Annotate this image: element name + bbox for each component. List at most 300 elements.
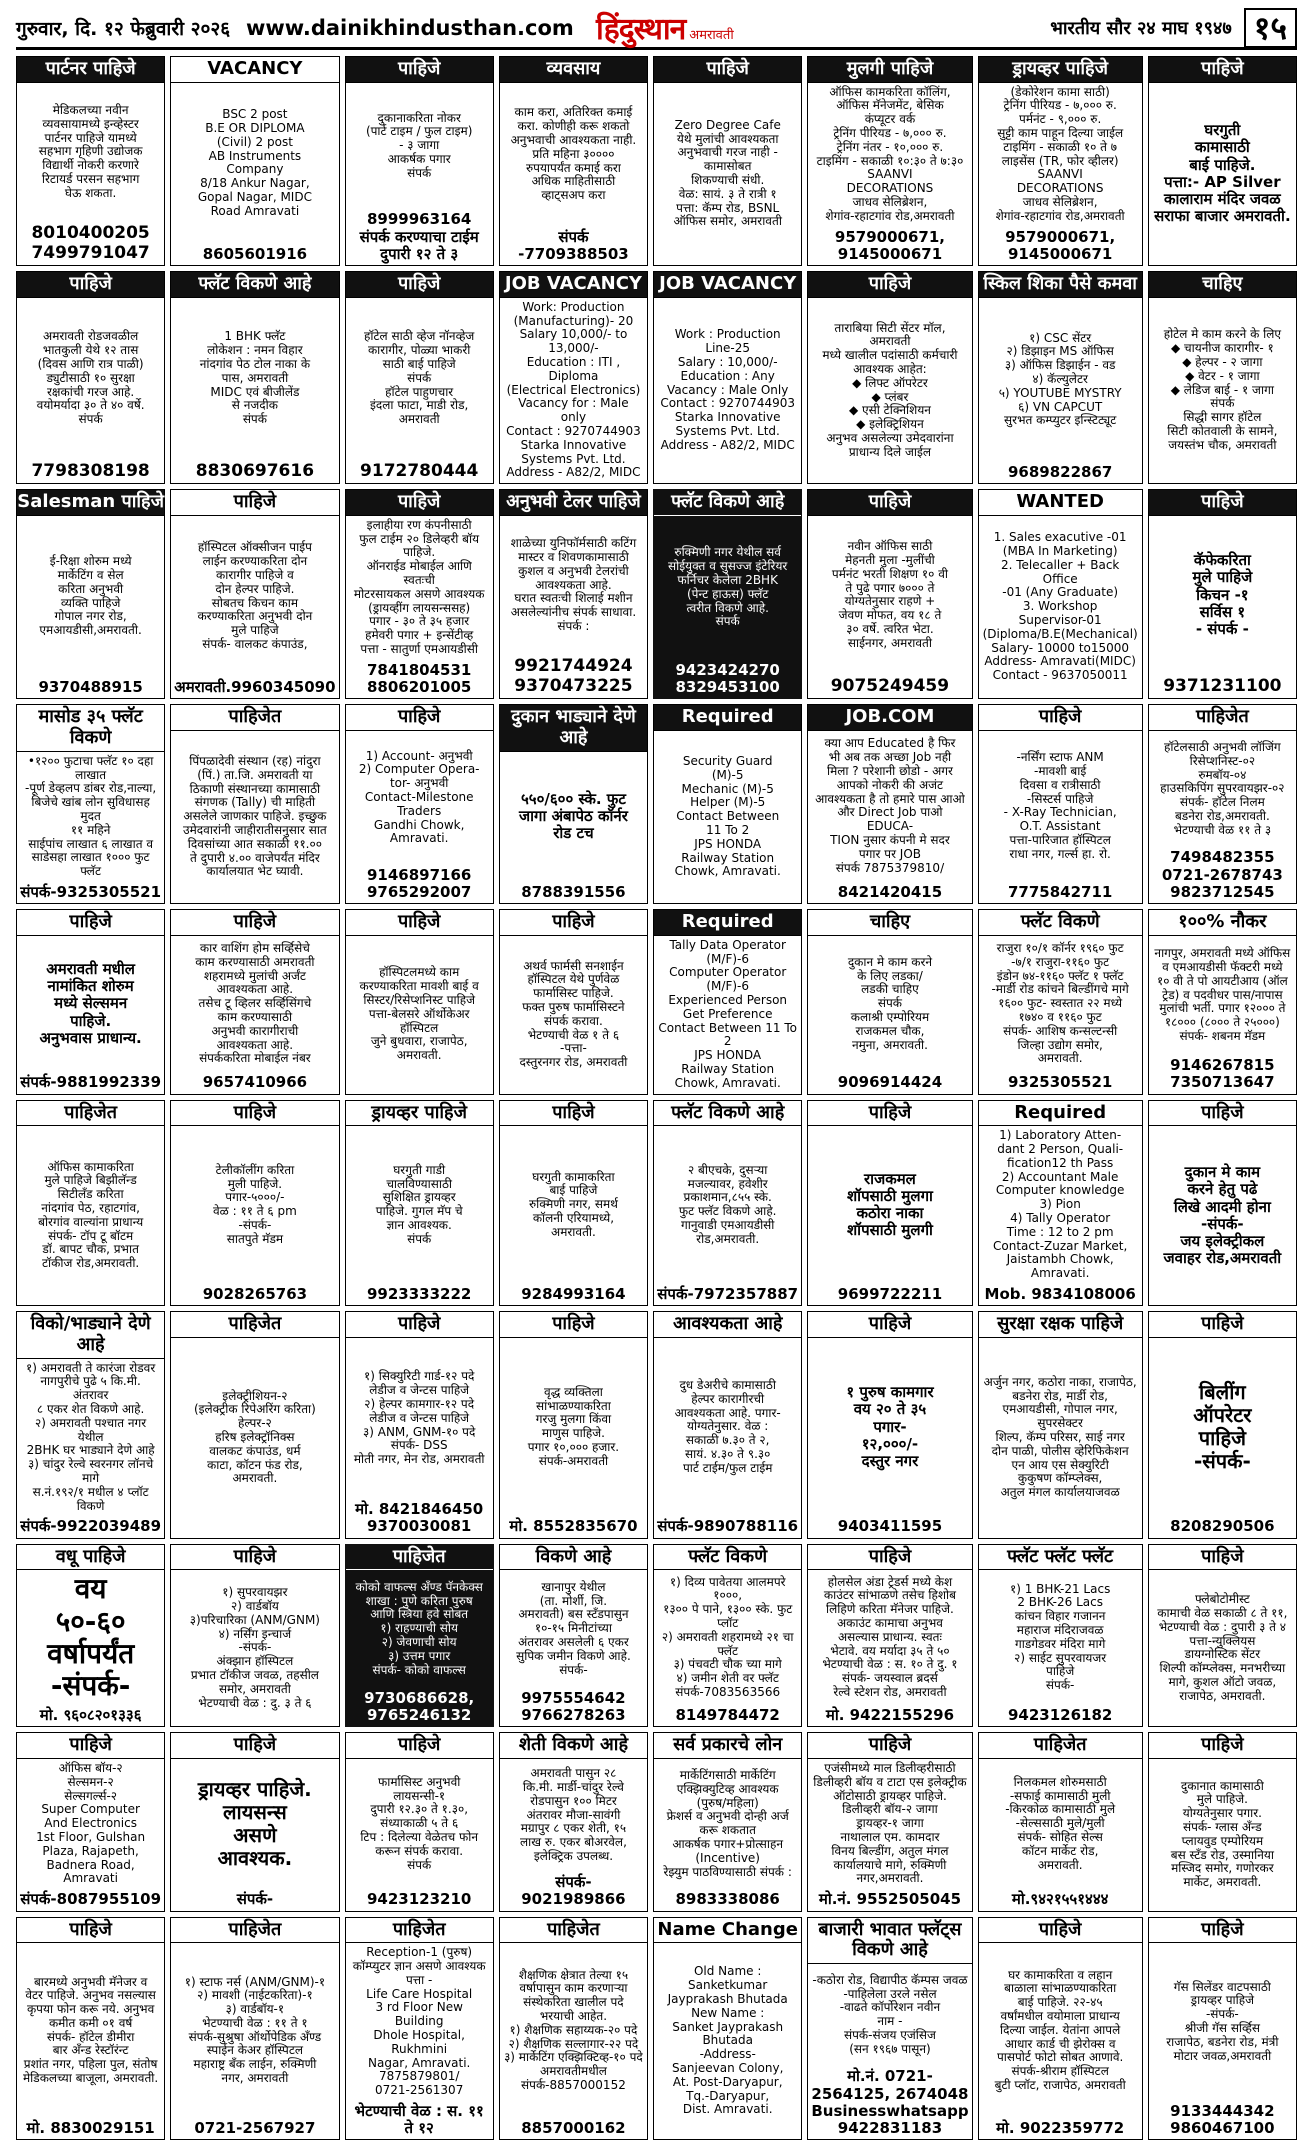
ad-body: ई-रिक्षा शोरुम मध्ये मार्केटिंग व सेल करिता अनुभवी व्यक्ति पाहिजे गोपाल नगर रोड, एमआयडीसी,अमरावती.: [17, 516, 164, 677]
ad-body: Old Name : Sanketkumar Jayprakash Bhutada New Name : Sanket Jayprakash Bhutada -Address- Sanjeevan Colony, At. Post-Daryapur, Tq.-Daryapur, Dist. Amravati.: [654, 1943, 801, 2139]
classified-ad: [653, 704, 802, 904]
ad-title: पाहिजेत: [17, 1101, 164, 1127]
classified-ad: [978, 489, 1143, 699]
ad-body: नवीन ऑफिस साठी मेहनती मुला -मुलींची पर्मनंट भरती शिक्षण १० वी ते पुढे पगार ७००० ते योग्यतेनुसार राहणे + जेवण मोफत, वय १८ ते ३० वर्षे. त्वरित भेटा. साईनगर, अमरावती: [808, 516, 971, 675]
ad-title: पाहिजे: [346, 272, 493, 298]
ad-body: 1. Sales exacutive -01 (MBA In Marketing) 2. Telecaller + Back Office -01 (Any Graduate) 3. Workshop Supervisor-01 (Diploma/B.E(Mechanical) Salary- 10000 to15000 Address- Amravati(MIDC) Contact - 9637050011: [979, 516, 1142, 698]
ad-body: हॉटेलसाठी अनुभवी लॉजिंग रिसेप्शनिस्ट-०२ रुमबॉय-०४ हाउसकिपिंग सुपरवायझर-०२ संपर्क- हॉटेल निलम बडनेरा रोड,अमरावती. भेटण्याची वेळ ११ ते ३: [1149, 731, 1296, 847]
ad-body: टेलीकॉलींग करिता मुली पाहिजे. पगार-५०००/- वेळ : ११ ते ६ pm -संपर्क- सातपुते मॅडम: [171, 1126, 338, 1284]
ad-contact: 9146897166 9765292007: [346, 865, 493, 904]
ad-title: पाहिजे: [808, 1312, 971, 1338]
ad-body: ताराबिया सिटी सेंटर मॉल, अमरावती मध्ये खालील पदांसाठी कर्मचारी आवश्यक आहेत: ◆ लिफ्ट ऑपरेटर ◆ प्लंबर ◆ एसी टेक्निशियन ◆ इलेक्ट्रिशियन अनुभव असलेल्या उमेदवारांना प्राधान्य दिले जाईल: [808, 298, 971, 483]
ad-title: फ्लॅट फ्लॅट फ्लॅट: [979, 1545, 1142, 1571]
ad-contact: 8983338086: [654, 1889, 801, 1910]
ad-title: JOB VACANCY: [654, 272, 801, 298]
classified-ad: [16, 1311, 165, 1538]
ad-contact: 7841804531 8806201005: [346, 660, 493, 699]
ad-contact: 8830697616: [171, 460, 338, 484]
ad-title: पाहिजेत: [171, 1312, 338, 1338]
ad-contact: 9172780444: [346, 460, 493, 484]
ad-body: १ पुरुष कामगार वय २० ते ३५ पगार- १२,०००/- दस्तुर नगर: [808, 1338, 971, 1516]
classified-ad: [807, 1311, 972, 1538]
ad-body: दुकानात कामासाठी मुले पाहिजे. योग्यतेनुसार पगार. संपर्क- ग्लास अँन्ड प्लायवुड एम्पोरियम बस स्टँड रोड, उस्मानिया मस्जिद समोर, गणोरकर मार्केट, अमरावती.: [1149, 1759, 1296, 1910]
ad-title: पाहिजे: [1149, 1101, 1296, 1127]
ad-body: पिंपळादेवी संस्थान (रह) नांदुरा (पिं.) ता.जि. अमरावती या ठिकाणी संस्थानच्या कामासाठी संगणक (Tally) ची माहिती असलेले जाणकार पाहिजे. इच्छुक उमेदवारांनी जाहीरातीसनुसार सात दिवसांच्या आत सकाळी ११.०० ते दुपारी ४.०० वाजेपर्यंत मंदिर कार्यालयात भेट घ्यावी.: [171, 731, 338, 903]
ad-body: हॉस्पिटल ऑक्सीजन पाईप लाईन करण्याकरिता दोन कारागीर पाहिजे व दोन हेल्पर पाहिजे. सोबतच किचन काम करण्याकरिता अनुभवी दोन मुले पाहिजे संपर्क- वालकट कंपाउंड,: [171, 516, 338, 677]
classified-ad: [16, 909, 165, 1094]
ad-title: पाहिजे: [17, 1733, 164, 1759]
ad-body: वृद्ध व्यक्तिला सांभाळण्याकरिता गरजु मुलगा किंवा माणुस पाहिजे. पगार १०,००० हजार. संपर्क-अमरावती: [500, 1338, 647, 1516]
classified-ad: [978, 56, 1143, 266]
ad-body: होलसेल अंडा ट्रेडर्स मध्ये केश काउंटर सांभाळणे तसेच हिशोब लिहिणे करिता मॅनेजर पाहिजे. अकाउंट कामाचा अनुभव असल्यास प्राधान्य. स्वतः भेटावे. वय मर्यादा ३५ ते ५० भेटण्याची वेळ : स. १० ते दु. १ संपर्क- जयस्वाल ब्रदर्स रेल्वे स्टेशन रोड, अमरावती: [808, 1570, 971, 1705]
ad-body: (डेकोरेशन कामा साठी) ट्रेनिंग पीरियड - ७,००० रु. पर्मनंट - ९,००० रु. सुट्टी काम पाहून दिल्या जाईल टाइमिंग - सकाळी १० ते ७ लाइसेंस (TR, फोर व्हीलर) SAANVI DECORATIONS जाधव सेलिब्रेशन, शेगांव-रहाटगांव रोड,अमरावती: [979, 83, 1142, 227]
website-url[interactable]: www.dainikhindusthan.com: [246, 16, 596, 40]
ad-title: पाहिजे: [654, 57, 801, 83]
ad-contact: Mob. 9834108006: [979, 1284, 1142, 1305]
ad-title: फ्लॅट विकणे आहे: [654, 1101, 801, 1127]
classified-ad: [499, 271, 648, 484]
ad-body: वय ५०-६० वर्षापर्यंत -संपर्क-: [17, 1570, 164, 1705]
classified-ad: [345, 271, 494, 484]
classified-ad: [807, 1917, 972, 2140]
ad-title: व्यवसाय: [500, 57, 647, 83]
classified-ad: [1148, 1917, 1297, 2140]
ad-title: पाहिजे: [500, 910, 647, 936]
ad-body: Work: Production (Manufacturing)- 20 Salary 10,000/- to 13,000/- Education : ITI , Diploma (Electrical Electronics) Vacancy for : Male only Contact : 9270744903 Starka Innovative Systems Pvt. Ltd. Address - A82/2, MIDC: [500, 298, 647, 483]
ad-title: Required: [654, 910, 801, 936]
ad-title: फ्लॅट विकणे आहे: [171, 272, 338, 298]
classified-ad: [1148, 56, 1297, 266]
ad-title: पाहिजे: [346, 910, 493, 936]
ad-contact: 8421420415: [808, 882, 971, 903]
ad-body: ऑफिस कामकरिता कॉलिंग, ऑफिस मॅनेजमेंट, बेसिक कंप्यूटर वर्क ट्रेनिंग पीरियड - ७,००० रु. ट्रेनिंग नंतर - १०,००० रु. टाइमिंग - सकाळी १०:३० ते ७:३० SAANVI DECORATIONS जाधव सेलिब्रेशन, शेगांव-रहाटगांव रोड,अमरावती: [808, 83, 971, 227]
ad-title: पाहिजे: [346, 1312, 493, 1338]
ad-title: पाहिजे: [17, 1918, 164, 1944]
ad-contact: 9403411595: [808, 1516, 971, 1537]
ad-title: पाहिजे: [171, 1101, 338, 1127]
ad-body: घरगुती गाडी चालविण्यासाठी सुशिक्षित ड्रायव्हर पाहिजे. गुगल मॅप चे ज्ञान आवश्यक. संपर्क: [346, 1126, 493, 1284]
ad-title: चाहिए: [1149, 272, 1296, 298]
ad-contact: 9579000671, 9145000671: [808, 227, 971, 266]
classified-ad: [170, 1544, 339, 1728]
classified-ad: [978, 1732, 1143, 1911]
ad-title: पाहिजे: [808, 272, 971, 298]
ad-title: मासोड ३५ फ्लॅट विकणे: [17, 705, 164, 751]
ad-body: घरगुती कामाकरिता बाई पाहिजे रुक्मिणी नगर, समर्थ कॉलनी एरियामध्ये, अमरावती.: [500, 1126, 647, 1284]
classified-ad: [807, 1544, 972, 1728]
ad-body: कार वाशिंग होम सर्व्हिसेचे काम करण्यासाठी अमरावती शहरामध्ये मुलांची अर्जंट आवश्यकता आहे. तसेच टू व्हिलर सर्व्हिसिंगचे काम करण्यासाठी अनुभवी कारागीराची आवश्यकता आहे. संपर्ककरिता मोबाईल नंबर: [171, 936, 338, 1073]
ad-contact: भेटण्याची वेळ : स. ११ ते १२: [346, 2101, 493, 2140]
ad-body: BSC 2 post B.E OR DIPLOMA (Civil) 2 post AB Instruments Company 8/18 Ankur Nagar, Gopal Nagar, MIDC Road Amravati: [171, 83, 338, 244]
ad-contact: संपर्क-8087955109: [17, 1889, 164, 1910]
ad-title: पाहिजे: [1149, 1918, 1296, 1944]
ad-body: राजुरा १०/१ कॉर्नर १९६० फुट -७/१ राजुरा-११६० फुट इंडोन ७४-११६० फ्लॅट १ फ्लॅट -मार्डी रोड कांचने बिल्डींगचे मागे १६०० फुट- स्वस्तात २२ मध्ये १७४० व ११६० फुट संपर्क- आशिष कन्सल्टन्सी जिल्हा उद्योग समोर, अमरावती.: [979, 936, 1142, 1073]
ad-contact: 9133444342 9860467100: [1149, 2101, 1296, 2140]
ad-contact: 8605601916: [171, 244, 338, 265]
classified-ad: [345, 1917, 494, 2140]
ad-title: पाहिजेत: [979, 1733, 1142, 1759]
ad-contact: संपर्क-9881992339: [17, 1072, 164, 1093]
ad-contact: मो. ९६०८२०१३३६: [17, 1705, 164, 1726]
ad-title: पाहिजे: [1149, 57, 1296, 83]
masthead-logo: [596, 7, 756, 48]
date-line: गुरुवार, दि. १२ फेब्रुवारी २०२६: [16, 15, 246, 41]
ad-title: दुकान भाड्याने देणे आहे: [500, 705, 647, 751]
ad-body: गॅस सिलेंडर वाटपसाठी ड्रायव्हर पाहिजे -संपर्क- श्रीजी गॅस सर्व्हिस राजापेठ, बडनेरा रोड, मंत्री मोटार जवळ,अमरावती: [1149, 1943, 1296, 2101]
ad-body: इलाहीया रण कंपनीसाठी फुल टाईम २० डिलेव्हरी बॉय पाहिजे. ऑनराईड मोबाईल आणि स्वतःची मोटरसायकल असणे आवश्यक (ड्रायव्हींग लायसन्ससह) पगार - ३० ते ३५ हजार हमेवरी पगार + इन्सेंटीव्ह पत्ता - सातुर्णा एमआयडीसी: [346, 516, 493, 660]
ad-body: २ बीएचके, दुसऱ्या मजल्यावर, हवेशीर प्रकाशमान,८५५ स्के. फुट फ्लॅट विकणे आहे. गानुवाडी एमआयडीसी रोड,अमरावती.: [654, 1126, 801, 1284]
ad-title: JOB.COM: [808, 705, 971, 731]
classified-ad: [16, 1544, 165, 1728]
classified-ad: [170, 56, 339, 266]
ad-body: Zero Degree Cafe येथे मुलांची आवश्यकता अनुभवाची गरज नाही - कामासोबत शिकण्याची संधी. वेळ: सायं. ३ ते रात्री १ पत्ता: कॅम्प रोड, BSNL ऑफिस समोर, अमरावती: [654, 83, 801, 265]
ad-title: पाहिजेत: [1149, 705, 1296, 731]
classified-ad: [653, 489, 802, 699]
ad-title: अनुभवी टेलर पाहिजे: [500, 490, 647, 516]
classified-ad: [345, 1100, 494, 1307]
classified-ad: [170, 1311, 339, 1538]
ad-body: कोको वाफल्स अँण्ड पॅनकेक्स शाखा : पुणे करिता पुरुष आणि स्त्रिया हवे सोबत १) राहण्याची सोय २) जेवणाची सोय ३) उत्तम पगार संपर्क- कोको वाफल्स: [346, 1570, 493, 1688]
ad-body: निलकमल शोरुमसाठी -सफाई कामासाठी मुली -किरकोळ कामासाठी मुले -सेल्ससाठी मुले/मुली संपर्क- सोहित सेल्स कॉटन मार्केट रोड, अमरावती.: [979, 1759, 1142, 1889]
ad-contact: संपर्क-: [171, 1889, 338, 1910]
ad-title: पाहिजे: [171, 910, 338, 936]
classified-ad: [1148, 1311, 1297, 1538]
ad-contact: 0721-2567927: [171, 2118, 338, 2139]
classified-ad: [499, 1732, 648, 1911]
ad-body: १) अमरावती ते कारंजा रोडवर नागपुरीचे पुढे ५ कि.मी. अंतरावर ८ एकर शेत विकणे आहे. २) अमरावती पश्चात नगर येथील 2BHK घर भाड्याने देणे आहे ३) चांदुर रेल्वे स्वरनगर लॉनचे मागे स.नं.१९२/१ मधील ४ प्लॉट विकणे: [17, 1359, 164, 1517]
ad-contact: 8149784472: [654, 1705, 801, 1726]
ad-title: १००% नौकर: [1149, 910, 1296, 936]
classified-ad: [499, 1311, 648, 1538]
ad-contact: 7775842711: [979, 882, 1142, 903]
ad-title: पाहिजे: [808, 1545, 971, 1571]
classified-ad: [499, 909, 648, 1094]
ad-title: पाहिजे: [1149, 1733, 1296, 1759]
ad-body: अमरावती पासुन २८ कि.मी. मार्डी-चांदुर रेल्वे रोडपासुन १०० मिटर अंतरावर मौजा-सावंगी मग्रापुर ८ एकर शेती, १५ लाख रु. एकर बोअरवेल, इलेक्ट्रिक उपलब्ध.: [500, 1759, 647, 1872]
ad-body: हॉटेल साठी व्हेज नॉनव्हेज कारागीर, पोळ्या भाकरी साठी बाई पाहिजे संपर्क हॉटेल पाहुणचार इंदला फाटा, माडी रोड, अमरावती: [346, 298, 493, 460]
ad-title: पाहिजे: [1149, 1545, 1296, 1571]
ad-contact: 9423123210: [346, 1889, 493, 1910]
ad-title: पाहिजे: [500, 1101, 647, 1127]
ad-body: खानापुर येथील (ता. मोर्शी, जि. अमरावती) बस स्टँडपासुन १०-१५ मिनीटांच्या अंतरावर असलेली ६ एकर सुपिक जमीन विकणे आहे. संपर्क-: [500, 1570, 647, 1688]
ad-body: -नर्सिंग स्टाफ ANM -मावशी बाई दिवसा व रात्रीसाठी -सिस्टर्स पाहिजे - X-Ray Technician, O.T. Assistant पत्ता-पारिजात हॉस्पिटल राधा नगर, गर्ल्स हा. रो.: [979, 731, 1142, 882]
ad-contact: 7498482355 0721-2678743 9823712545: [1149, 847, 1296, 903]
classified-ad: [170, 271, 339, 484]
ad-title: विकणे आहे: [500, 1545, 647, 1571]
ad-title: पाहिजेत: [346, 1545, 493, 1571]
classified-ad: [16, 271, 165, 484]
ad-contact: 9921744924 9370473225: [500, 655, 647, 698]
ad-title: पाहिजे: [346, 57, 493, 83]
ad-title: पाहिजे: [171, 1733, 338, 1759]
ad-body: दुकानाकरिता नोकर (पार्ट टाइम / फुल टाइम) - ३ जागा आकर्षक पगार संपर्क: [346, 83, 493, 210]
classified-ad: [807, 1100, 972, 1307]
ad-contact: 8788391556: [500, 882, 647, 903]
ad-body: दुकान मे काम करने के लिए लडका/ लडकी चाहिए संपर्क कलाश्री एम्पोरियम राजकमल चौक, नमुना, अमरावती.: [808, 936, 971, 1073]
ad-body: ५५०/६०० स्के. फुट जागा अंबापेठ कॉर्नर रोड टच: [500, 752, 647, 882]
ad-title: पाहिजे: [1149, 1312, 1296, 1338]
ad-body: १) सिक्युरिटी गार्ड-१२ पदे लेडीज व जेन्टस पाहिजे २) हेल्पर कामगार-१२ पदे लेडीज व जेन्टस पाहिजे ३) ANM, GNM-१० पदे संपर्क- DSS मोती नगर, मेन रोड, अमरावती: [346, 1338, 493, 1499]
ad-body: ड्रायव्हर पाहिजे. लायसन्स असणे आवश्यक.: [171, 1759, 338, 1889]
classified-ad: [345, 1311, 494, 1538]
ad-title: VACANCY: [171, 57, 338, 83]
classified-ad: [345, 489, 494, 699]
ad-body: रुक्मिणी नगर येथील सर्व सोईयुक्त व सुसज्ज इंटेरियर फर्निचर केलेला 2BHK (पेन्ट हाऊस) फ्लॅट त्वरीत विकणे आहे. संपर्क: [654, 516, 801, 660]
ad-contact: 9096914424: [808, 1072, 971, 1093]
classified-ad: [345, 56, 494, 266]
ad-contact: 8999963164 संपर्क करण्याचा टाईम दुपारी १२ ते ३: [346, 209, 493, 265]
ad-title: बाजारी भावात फ्लॅट्स विकणे आहे: [808, 1918, 971, 1964]
ad-body: दुध डेअरीचे कामासाठी हेल्पर कारागीरची आवश्यकता आहे. पगार- योग्यतेनुसार. वेळ : सकाळी ७.३० ते २, सायं. ४.३० ते ९.३० पार्ट टाईम/फुल टाईम: [654, 1338, 801, 1516]
ad-contact: मो. 9422155296: [808, 1705, 971, 1726]
classified-ad: [807, 704, 972, 904]
ad-contact: संपर्क- 9021989866: [500, 1872, 647, 1911]
ad-title: पाहिजे: [808, 1101, 971, 1127]
ad-contact: संपर्क-7972357887: [654, 1284, 801, 1305]
ad-body: अथर्व फार्मसी सनशाईन हॉस्पिटल येथे पुर्णवेळ फार्मासिस्ट पाहिजे. फक्त पुरुष फार्मासिस्टने संपर्क करावा. भेटण्याची वेळ १ ते ६ -पत्ता- दस्तुरनगर रोड, अमरावती: [500, 936, 647, 1094]
ad-title: पाहिजे: [171, 490, 338, 516]
classified-ad: [653, 56, 802, 266]
classified-ad: [807, 271, 972, 484]
ad-body: मेडिकलच्या नवीन व्यवसायामध्ये इन्व्हेस्टर पार्टनर पाहिजे यामध्ये सहभाग गृहिणी उद्योजक विद्यार्थी नोकरी करणारे रिटायर्ड परसन सहभाग घेऊ शकता.: [17, 83, 164, 222]
classified-ad: [170, 909, 339, 1094]
ad-contact: 7798308198: [17, 460, 164, 484]
ad-body: Reception-1 (पुरुष) कॉम्प्युटर ज्ञान असणे आवश्यक पत्ता - Life Care Hospital 3 rd Floor New Building Dhole Hospital, Rukhmini Nagar, Amravati. 7875879801/ 0721-2561307: [346, 1943, 493, 2101]
classified-ad: [807, 909, 972, 1094]
ad-contact: 9325305521: [979, 1072, 1142, 1093]
ad-body: घर कामाकरिता व लहान बाळाला सांभाळण्याकरिता बाई पाहिजे. २२-४५ वर्षांमधील वयोमाला प्राधान्य दिल्या जाईल. येतांना आपले आधार कार्ड ची झेरोक्स व पासपोर्ट फोटो सोबत आणावे. संपर्क-श्रीराम हॉस्पिटल बुटी प्लॉट, राजापेठ, अमरावती: [979, 1943, 1142, 2118]
classified-ad: [170, 1100, 339, 1307]
ad-body: १) 1 BHK-21 Lacs 2 BHK-26 Lacs कांचन विहार गजानन महाराज मंदिराजवळ गाडगेडवर मंदिरा मागे २) साईट सुपरवायजर पाहिजे संपर्क-: [979, 1570, 1142, 1705]
ad-title: फ्लॅट विकणे: [654, 1545, 801, 1571]
classified-ad: [16, 56, 165, 266]
classified-ad: [653, 1100, 802, 1307]
classified-ad: [1148, 1100, 1297, 1307]
ad-title: Required: [979, 1101, 1142, 1127]
ad-contact: 8208290506: [1149, 1516, 1296, 1537]
ad-body: बिलींग ऑपरेटर पाहिजे -संपर्क-: [1149, 1338, 1296, 1516]
ad-title: पाहिजे: [346, 490, 493, 516]
classified-ad: [978, 1917, 1143, 2140]
ad-contact: 9371231100: [1149, 675, 1296, 699]
ad-body: Tally Data Operator (M/F)-6 Computer Operator (M/F)-6 Experienced Person Get Preference Contact Between 11 To 2 JPS HONDA Railway Station Chowk, Amravati.: [654, 936, 801, 1094]
classified-ad: [345, 1544, 494, 1728]
ad-contact: मो. 8421846450 9370030081: [346, 1499, 493, 1538]
ad-title: सुरक्षा रक्षक पाहिजे: [979, 1312, 1142, 1338]
classified-ad: [1148, 909, 1297, 1094]
classified-ad: [978, 1100, 1143, 1307]
ad-body: १) सुपरवायझर २) वार्डबॉय ३)परिचारिका (ANM/GNM) ४) नर्सिंग इन्चार्ज -संपर्क- अंक्झान हॉस्पिटल प्रभात टॉकीज जवळ, तहसील समोर, अमरावती भेटण्याची वेळ : दु. ३ ते ६: [171, 1570, 338, 1726]
ad-body: ऑफिस कामाकरिता मुले पाहिजे बिझीलॅन्ड सिटीलँड करिता नांदगांव पेठ, रहाटगांव, बोरगांव वाल्यांना प्राधान्य संपर्क- टॉप टू बॉटम डॉ. बापट चौक, प्रभात टॉकीज रोड,अमरावती.: [17, 1126, 164, 1305]
ad-title: पार्टनर पाहिजे: [17, 57, 164, 83]
classified-ad: [1148, 271, 1297, 484]
ad-body: घरगुती कामासाठी बाई पाहिजे. पत्ता:- AP Silver कालाराम मंदिर जवळ सराफा बाजार अमरावती.: [1149, 83, 1296, 265]
ad-contact: मो.९४२१५५१४४४: [979, 1889, 1142, 1910]
ad-body: •१२०० फुटाचा फ्लॅट १० दहा लाखात -पूर्ण डेव्हलप डांबर रोड,नाल्या, बिजेचे खांब लोन सुविधासह मुदत ११ महिने साईपांच लाखात ६ लाखात व साडेसहा लाखात १००० फुट फ्लॅट: [17, 752, 164, 882]
classified-ad: [978, 909, 1143, 1094]
ad-contact: 9923333222: [346, 1284, 493, 1305]
ad-title: फ्लॅट विकणे आहे: [654, 490, 801, 516]
ad-title: पाहिजेत: [500, 1918, 647, 1944]
ad-body: क्या आप Educated है फिर भी अब तक अच्छा Job नही मिला ? परेशानी छोडो - अगर आपको नोकरी की अजंट आवश्यकता है तो हमारे पास आओ और Direct Job पाओ EDUCA- TION नुसार कंपनी मे सदर पगार पर JOB संपर्क 7875379810/: [808, 731, 971, 882]
classified-ad: [499, 56, 648, 266]
classified-ad: [807, 56, 972, 266]
ad-title: सर्व प्रकारचे लोन: [654, 1733, 801, 1759]
logo-city: अमरावती: [689, 25, 733, 43]
classified-ad: [1148, 704, 1297, 904]
ad-body: बारमध्ये अनुभवी मॅनेजर व वेटर पाहिजे. अनुभव नसल्यास कृपया फोन करू नये. अनुभव कमीत कमी ०१ वर्ष संपर्क- हॉटेल डीमीरा बार अँन्ड रेस्टॉरंन्ट प्रशांत नगर, पहिला पुल, संतोष मेडिकलच्या बाजूला, अमरावती.: [17, 1943, 164, 2118]
ad-contact: मो.नं. 9552505045: [808, 1889, 971, 1910]
ad-contact: 8010400205 7499791047: [17, 222, 164, 265]
ad-contact: 9689822867: [979, 462, 1142, 483]
ad-title: पाहिजे: [346, 705, 493, 731]
ad-title: ड्रायव्हर पाहिजे: [346, 1101, 493, 1127]
ad-contact: 9975554642 9766278263: [500, 1688, 647, 1727]
ad-body: होटेल मे काम करने के लिए ◆ चायनीज कारागीर- १ ◆ हेल्पर - २ जागा ◆ वेटर - १ जागा ◆ लेडिज बाई - १ जागा संपर्क सिद्धी सागर हॉटेल सिटी कोतवाली के सामने, जयस्तंभ चौक, अमरावती: [1149, 298, 1296, 483]
ad-title: पाहिजेत: [346, 1918, 493, 1944]
ad-title: पाहिजे: [979, 705, 1142, 731]
ad-title: पाहिजे: [808, 490, 971, 516]
ad-body: काम करा, अतिरिक्त कमाई करा. कोणीही करू शकतो अनुभवाची आवश्यकता नाही. प्रति महिना ३०००० रुपयापर्यंत कमाई करा अधिक माहितीसाठी व्हाट्सअप करा: [500, 83, 647, 227]
classified-ad: [653, 909, 802, 1094]
classified-ad: [807, 489, 972, 699]
ad-contact: 9370488915: [17, 677, 164, 698]
ad-title: Salesman पाहिजे: [17, 490, 164, 516]
page-header: [16, 8, 1297, 50]
ad-body: 1) Account- अनुभवी 2) Computer Opera- tor- अनुभवी Contact-Milestone Traders Gandhi Chowk, Amravati.: [346, 731, 493, 865]
classified-ad: [170, 1732, 339, 1911]
ad-body: कॅफेकरिता मुले पाहिजे किचन -१ सर्विस १ - संपर्क -: [1149, 516, 1296, 675]
ad-contact: 9423126182: [979, 1705, 1142, 1726]
ad-title: ड्रायव्हर पाहिजे: [979, 57, 1142, 83]
ad-title: पाहिजे: [17, 910, 164, 936]
ad-body: मार्केटिंगसाठी मार्केटिंग एक्झिक्युटिव्ह आवश्यक (पुरुष/महिला) फ्रेशर्स व अनुभवी दोन्ही अर्ज करू शकतात आकर्षक पगार+प्रोत्साहन (Incentive) रेझ्युम पाठविण्यासाठी संपर्क :: [654, 1759, 801, 1889]
ad-body: इलेक्ट्रीशियन-२ (इलेक्ट्रीक रिपेअरिंग करिता) हेल्पर-२ हरिष इलेक्ट्रॉनिक्स वालकट कंपाउंड, धर्म काटा, कॉटन फंड रोड, अमरावती.: [171, 1338, 338, 1538]
classified-ad: [653, 1311, 802, 1538]
classified-ad: [1148, 1544, 1297, 1728]
ad-contact: 9657410966: [171, 1072, 338, 1093]
ad-contact: मो.नं. 0721-2564125, 2674048 Businesswhatsapp 9422831183: [808, 2066, 971, 2139]
classified-ad: [499, 1544, 648, 1728]
ad-contact: 9699722211: [808, 1284, 971, 1305]
ad-title: पाहिजेत: [171, 705, 338, 731]
ad-contact: संपर्क-9325305521: [17, 882, 164, 903]
classified-ad: [499, 489, 648, 699]
classified-ad: [16, 704, 165, 904]
ad-body: १) स्टाफ नर्स (ANM/GNM)-१ २) मावशी (नाईटकरिता)-१ ३) वार्डबॉय-१ भेटण्याची वेळ : ११ ते १ संपर्क-सुश्रुषा ऑर्थोपेडिक अँण्ड स्पाईन केअर हॉस्पिटल महाराष्ट्र बँक लाईन, रुक्मिणी नगर, अमरावती: [171, 1943, 338, 2118]
ad-contact: 8857000162: [500, 2118, 647, 2139]
ad-body: १) दिव्य पावेतया आलमपरे १०००, १३०० पे पाने, १३०० स्के. फुट प्लॉट २) अमरावती शहरामध्ये २१ चा फ्लॅट ३) पंचवटी चौक च्या मागे ४) जमीन शेती वर फ्लॅट संपर्क-7083563566: [654, 1570, 801, 1705]
ad-body: राजकमल शॉपसाठी मुलगा कठोरा नाका शॉपसाठी मुलगी: [808, 1126, 971, 1284]
ad-title: स्किल शिका पैसे कमवा: [979, 272, 1142, 298]
classified-ad: [499, 704, 648, 904]
ad-title: शेती विकणे आहे: [500, 1733, 647, 1759]
ad-title: पाहिजे: [171, 1545, 338, 1571]
classified-grid: [16, 56, 1297, 2040]
ad-contact: मो. 9022359772: [979, 2118, 1142, 2139]
ad-body: शैक्षणिक क्षेत्रात तेल्या १५ वर्षापासुन काम करणाऱ्या संस्थेकरिता खालील पदे भरयाची आहेत. १) शैक्षणिक सहाय्यक-२० पदे २) शैक्षणिक सल्लागार-२२ पदे ३) मार्केटिंग एक्झिक्टिव्ह-१० पदे अमरावतीमधील संपर्क-8857000152: [500, 1943, 647, 2118]
ad-title: मुलगी पाहिजे: [808, 57, 971, 83]
ad-body: 1 BHK फ्लॅट लोकेशन : नमन विहार नांदगांव पेठ टोल नाका के पास, अमरावती MIDC एवं बीजीलेंड से नजदीक संपर्क: [171, 298, 338, 460]
classified-ad: [978, 1544, 1143, 1728]
page-number: १५: [1244, 8, 1297, 48]
ad-title: फ्लॅट विकणे: [979, 910, 1142, 936]
ad-contact: 9146267815 7350713647: [1149, 1055, 1296, 1094]
ad-body: 1) Laboratory Atten- dant 2 Person, Quali- fication12 th Pass 2) Accountant Male Computer knowledge 3) Pion 4) Tally Operator Time : 12 to 2 pm Contact-Zuzar Market, Jaistambh Chowk, Amravati.: [979, 1126, 1142, 1284]
ad-title: चाहिए: [808, 910, 971, 936]
ad-contact: अमरावती.9960345090: [171, 677, 338, 698]
classified-ad: [653, 1917, 802, 2140]
ad-contact: मो. 8830029151: [17, 2118, 164, 2139]
classified-ad: [807, 1732, 972, 1911]
classified-ad: [499, 1917, 648, 2140]
classified-ad: [345, 1732, 494, 1911]
classified-ad: [16, 1732, 165, 1911]
classified-ad: [1148, 1732, 1297, 1911]
classified-ad: [653, 1544, 802, 1728]
ad-body: ऑफिस बॉय-२ सेल्समन-२ सेल्सगर्ल्स-२ Super Computer And Electronics 1st Floor, Gulshan Plaza, Rajapeth, Badnera Road, Amravati: [17, 1759, 164, 1889]
ad-body: १) CSC सेंटर २) डिझाइन MS ऑफिस ३) ऑफिस डिझाईन - वड ४) कॅल्युलेटर ५) YOUTUBE MYSTRY ६) VN CAPCUT सुरभत कम्प्युटर इन्स्टिट्यूट: [979, 298, 1142, 462]
ad-contact: 9423424270 8329453100: [654, 660, 801, 699]
classified-ad: [16, 1917, 165, 2140]
classified-ad: [653, 271, 802, 484]
classified-ad: [170, 704, 339, 904]
ad-title: Name Change: [654, 1918, 801, 1944]
classified-ad: [170, 489, 339, 699]
classified-ad: [1148, 489, 1297, 699]
ad-contact: 9028265763: [171, 1284, 338, 1305]
ad-title: आवश्यकता आहे: [654, 1312, 801, 1338]
classified-ad: [16, 489, 165, 699]
ad-contact: 9579000671, 9145000671: [979, 227, 1142, 266]
ad-title: विको/भाड्याने देणे आहे: [17, 1312, 164, 1358]
ad-contact: संपर्क -7709388503: [500, 227, 647, 266]
ad-body: एजंसीमध्ये माल डिलीव्हरीसाठी डिलीव्हरी बॉय व टाटा एस इलेक्ट्रीक ऑटोसाठी ड्रायव्हर पाहिजे. डिलीव्हरी बॉय-२ जागा ड्रायव्हर-१ जागा नाथालाल एम. कामदार विनय बिल्डींग, अतुल मंगल कार्यालयाचे मागे, रुक्मिणी नगर,अमरावती.: [808, 1759, 971, 1889]
ad-title: पाहिजे: [17, 272, 164, 298]
ad-contact: संपर्क-9922039489: [17, 1516, 164, 1537]
saka-date: भारतीय सौर २४ माघ १९४७: [954, 16, 1244, 40]
classified-ad: [16, 1100, 165, 1307]
classified-ad: [345, 704, 494, 904]
ad-body: अमरावती मधील नामांकित शोरुम मध्ये सेल्समन पाहिजे. अनुभवास प्राधान्य.: [17, 936, 164, 1073]
ad-body: अमरावती रोडजवळील भातकुली येथे १२ तास (दिवस आणि रात्र पाळी) ड्युटीसाठी १० सुरक्षा रक्षकांची गरज आहे. वयोमर्यादा ३० ते ४० वर्षे. संपर्क: [17, 298, 164, 460]
ad-body: शाळेच्या युनिफॉर्मसाठी कटिंग मास्टर व शिवणकामासाठी कुशल व अनुभवी टेलरांची आवश्यकता आहे. घरात स्वतःची शिलाई मशीन असलेल्यांनीच संपर्क साधावा. संपर्क :: [500, 516, 647, 655]
ad-title: वधू पाहिजे: [17, 1545, 164, 1571]
ad-body: अर्जुन नगर, कठोरा नाका, राजापेठ, बडनेरा रोड, मार्डी रोड, एमआयडीसी, गोपाल नगर, सुपरसेक्टर शिल्प, कॅम्प परिसर, साई नगर दोन पाळी, पोलीस व्हेरिफिकेशन एन आय एस सेक्युरिटी कुकुषण कॉम्प्लेक्स, अतुल मंगल कार्यालयाजवळ: [979, 1338, 1142, 1538]
ad-title: पाहिजे: [1149, 490, 1296, 516]
ad-title: JOB VACANCY: [500, 272, 647, 298]
classified-ad: [978, 271, 1143, 484]
ad-title: WANTED: [979, 490, 1142, 516]
ad-body: -कठोरा रोड, विद्यापीठ कॅम्पस जवळ -पाहिलेला उरले नसेल -वाढते कॉर्पोरेशन नवीन नाम - संपर्क-संजय एजंसिज (सन १९६७ पासून): [808, 1964, 971, 2067]
ad-title: पाहिजेत: [171, 1918, 338, 1944]
ad-contact: 9284993164: [500, 1284, 647, 1305]
classified-ad: [170, 1917, 339, 2140]
ad-contact: मो. 8552835670: [500, 1516, 647, 1537]
ad-title: पाहिजे: [346, 1733, 493, 1759]
classified-ad: [978, 1311, 1143, 1538]
ad-body: फार्मासिस्ट अनुभवी लायसन्सी-१ दुपारी १२.३० ते १.३०, संध्याकाळी ५ ते ६ टिप : दिलेल्या वेळेतच फोन करून संपर्क करावा. संपर्क: [346, 1759, 493, 1889]
ad-title: Required: [654, 705, 801, 731]
ad-body: Work : Production Line-25 Salary : 10,000/- Education : Any Vacancy : Male Only Contact : 9270744903 Starka Innovative Systems Pvt. Ltd. Address - A82/2, MIDC: [654, 298, 801, 483]
ad-contact: संपर्क-9890788116: [654, 1516, 801, 1537]
classified-ad: [499, 1100, 648, 1307]
ad-body: फ्लेबोटोमीस्ट कामाची वेळ सकाळी ८ ते ११, भेटण्याची वेळ : दुपारी ३ ते ४ पत्ता-न्युक्लियस डायग्नोस्टिक सेंटर शिल्पी कॉम्प्लेक्स, मनभरीच्या मागे, कुशल ऑटो जवळ, राजापेठ, अमरावती.: [1149, 1570, 1296, 1726]
ad-body: दुकान मे काम करने हेतु पढे लिखे आदमी होना -संपर्क- जय इलेक्ट्रीकल जवाहर रोड,अमरावती: [1149, 1126, 1296, 1305]
ad-contact: 9075249459: [808, 675, 971, 699]
ad-title: पाहिजे: [979, 1918, 1142, 1944]
ad-body: नागपुर, अमरावती मध्ये ऑफिस व एमआयडीसी फॅक्टरी मध्ये १० वी ते पो आयटीआय (ऑल ट्रेड) व पदवीधर पास/नापास मुलांची भर्ती. पगार १२००० ते १८००० (८००० ते २५०००) संपर्क- शबनम मॅडम: [1149, 936, 1296, 1055]
